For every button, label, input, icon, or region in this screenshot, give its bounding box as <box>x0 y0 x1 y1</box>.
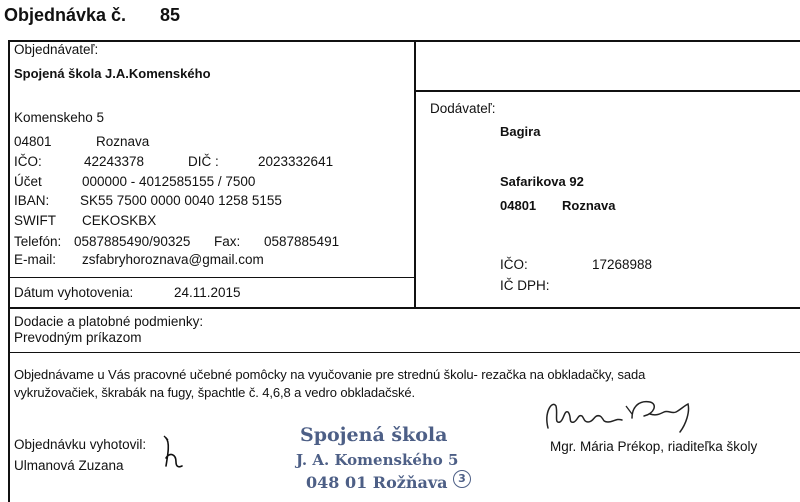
supplier-zip: 04801 <box>500 198 537 213</box>
stamp-line-1: Spojená škola <box>300 424 448 446</box>
supplier-label: Dodávateľ: <box>430 101 496 116</box>
buyer-ico: 42243378 <box>84 154 145 169</box>
supplier-ico-label: IČO: <box>500 257 528 272</box>
buyer-dic-label: DIČ : <box>188 154 219 169</box>
document-title: Objednávka č. <box>4 5 127 25</box>
supplier-top-border <box>414 90 800 92</box>
supplier-street: Safarikova 92 <box>500 174 584 189</box>
supplier-dph-label: IČ DPH: <box>500 278 550 293</box>
stamp-circle-mark <box>453 470 471 488</box>
buyer-swift: CEKOSKBX <box>82 213 157 228</box>
supplier-name: Bagira <box>500 124 541 139</box>
frame-top <box>8 40 800 42</box>
buyer-email: zsfabryhoroznava@gmail.com <box>82 252 264 267</box>
stamp-line-2: J. A. Komenského 5 <box>296 451 459 469</box>
frame-left <box>8 40 10 502</box>
buyer-right-border <box>414 40 416 308</box>
date-label: Dátum vyhotovenia: <box>14 285 134 300</box>
issuer-name: Ulmanová Zuzana <box>14 458 124 473</box>
buyer-phone-label: Telefón: <box>14 234 62 249</box>
buyer-zip: 04801 <box>14 134 52 149</box>
order-text-line-2: vykružovačiek, škrabák na fugy, špachtle č. 4,6,8 a vedro obkladačské. <box>14 385 416 400</box>
issuer-signature-mark <box>160 432 190 472</box>
buyer-swift-label: SWIFT <box>14 213 56 228</box>
buyer-name: Spojená škola J.A.Komenského <box>14 66 211 81</box>
buyer-account-label: Účet <box>14 174 42 189</box>
buyer-fax: 0587885491 <box>264 234 340 249</box>
buyer-dic: 2023332641 <box>258 154 334 169</box>
buyer-account: 000000 - 4012585155 / 7500 <box>82 174 256 189</box>
buyer-label: Objednávateľ: <box>14 42 99 57</box>
buyer-city: Roznava <box>96 134 150 149</box>
order-text-line-1: Objednávame u Vás pracovné učebné pomôcky na vyučovanie pre strednú školu- rezačka na obkladačky, sada <box>14 367 646 382</box>
issuer-label: Objednávku vyhotovil: <box>14 437 147 452</box>
supplier-city: Roznava <box>562 198 616 213</box>
buyer-iban-label: IBAN: <box>14 193 50 208</box>
terms-value: Prevodným príkazom <box>14 330 142 345</box>
order-number: 85 <box>160 5 181 25</box>
buyer-street: Komenskeho 5 <box>14 110 105 125</box>
supplier-ico: 17268988 <box>592 257 653 272</box>
section-divider <box>8 307 800 309</box>
date-top-border <box>8 277 416 278</box>
director-caption: Mgr. Mária Prékop, riaditeľka školy <box>550 439 758 454</box>
buyer-email-label: E-mail: <box>14 252 57 267</box>
stamp-line-3: 048 01 Rožňava <box>306 473 448 492</box>
terms-bottom-border <box>8 352 800 353</box>
director-signature <box>540 392 720 438</box>
buyer-iban: SK55 7500 0000 0040 1258 5155 <box>80 193 282 208</box>
terms-label: Dodacie a platobné podmienky: <box>14 314 204 329</box>
buyer-fax-label: Fax: <box>214 234 241 249</box>
stamp-mark-number: 3 <box>458 472 466 485</box>
buyer-phone: 0587885490/90325 <box>74 234 191 249</box>
buyer-ico-label: IČO: <box>14 154 42 169</box>
date-value: 24.11.2015 <box>174 285 241 300</box>
